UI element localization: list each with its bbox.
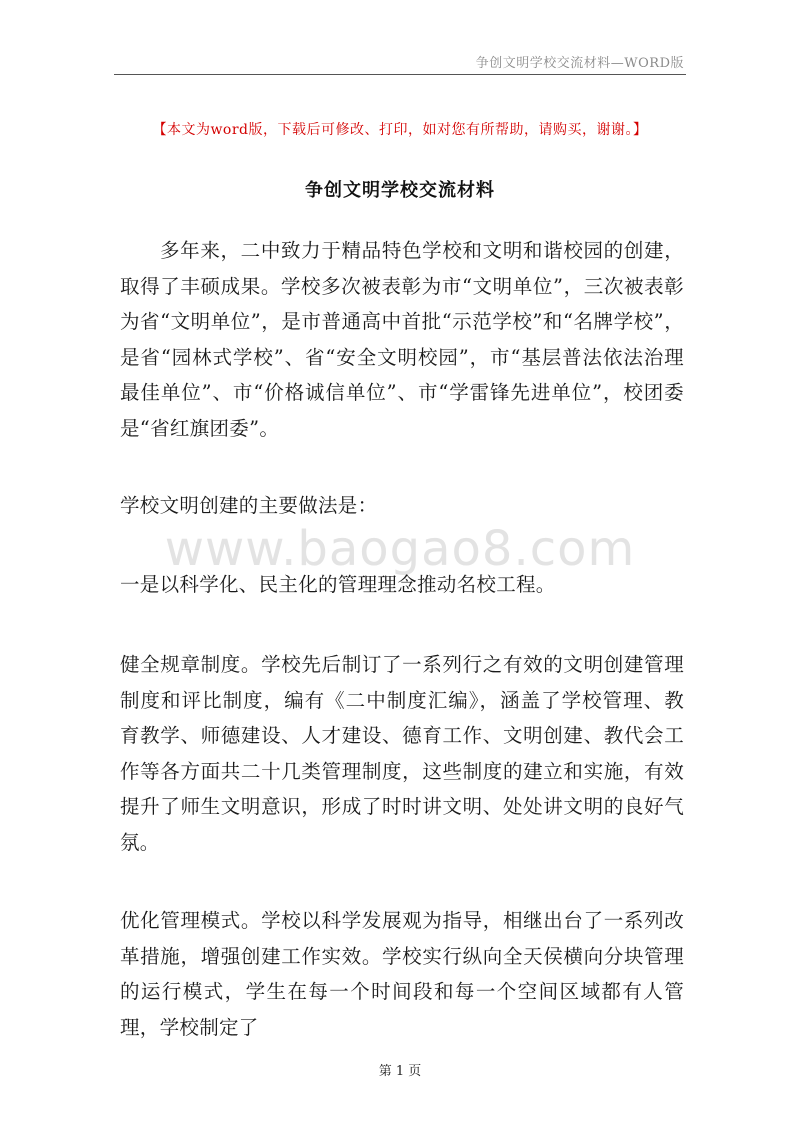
document-title: 争创文明学校交流材料 [305, 180, 495, 201]
page-number: 第 1 页 [378, 1064, 422, 1079]
header-divider [114, 74, 686, 75]
watermark: www.baogao8.com [164, 521, 636, 577]
paragraph-point-one: 一是以科学化、民主化的管理理念推动名校工程。 [120, 573, 556, 596]
paragraph-management-mode: 优化管理模式。学校以科学发展观为指导，相继出台了一系列改革措施，增强创建工作实效。学校实行纵向全天侯横向分块管理的运行模式，学生在每一个时间段和每一个空间区域都有人管理，学校制定了 [120, 909, 684, 1039]
paragraph-main-practices: 学校文明创建的主要做法是： [120, 494, 378, 517]
paragraph-regulations: 健全规章制度。学校先后制订了一系列行之有效的文明创建管理制度和评比制度，编有《二中制度汇编》，涵盖了学校管理、教育教学、师德建设、人才建设、德育工作、文明创建、教代会工作等各方面共二十几类管理制度，这些制度的建立和实施，有效提升了师生文明意识，形成了时时讲文明、处处讲文明的良好气氛。 [120, 653, 684, 854]
running-header: 争创文明学校交流材料—WORD版 [475, 56, 684, 71]
paragraph-intro: 多年来，二中致力于精品特色学校和文明和谐校园的创建，取得了丰硕成果。学校多次被表彰为市“文明单位”，三次被表彰为省“文明单位”，是市普通高中首批“示范学校”和“名牌学校”，是省“园林式学校”、省“安全文明校园”，市“基层普法依法治理最佳单位”、市“价格诚信单位”、市“学雷锋先进单位”，校团委是“省红旗团委”。 [120, 239, 684, 440]
word-version-notice: 【本文为word版，下载后可修改、打印，如对您有所帮助，请购买，谢谢。】 [152, 122, 648, 138]
